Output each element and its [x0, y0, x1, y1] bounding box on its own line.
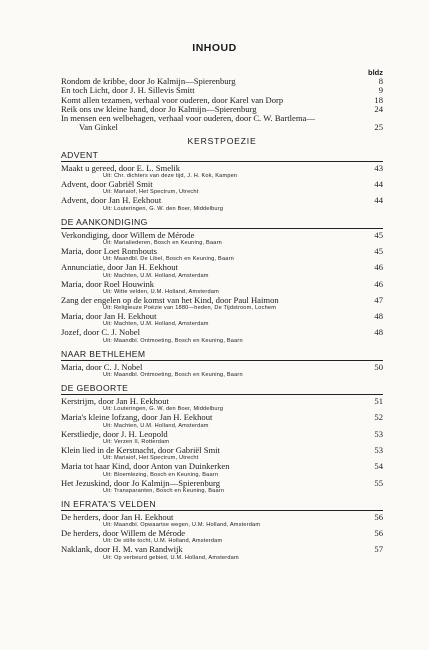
toc-entry: [61, 363, 383, 372]
entry-page: 57: [374, 544, 383, 555]
entry-source: Uit: Bloemlezing, Bosch en Keuning, Baarn: [103, 471, 219, 478]
entry-title: Kerstrijm, door Jan H. Eekhout: [61, 396, 169, 407]
entry-source: Uit: Transparanten, Bosch en Keuning, Baarn: [103, 487, 225, 494]
entry-source: Uit: Machten, U.M. Holland, Amsterdam: [103, 272, 209, 279]
entry-page: 55: [374, 477, 383, 488]
toc-entry: [61, 397, 383, 406]
entry-page: 8: [378, 76, 383, 86]
entry-title: Verkondiging, door Willem de Mérode: [61, 229, 195, 240]
entry-title: Rondom de kribbe, door Jo Kalmijn—Spierenburg: [61, 76, 236, 86]
entry-title: Reik ons uw kleine hand, door Jo Kalmijn—Spierenburg: [61, 103, 257, 114]
entry-title: En toch Licht, door J. H. Sillevis Smitt: [61, 85, 195, 96]
entry-source: Uit: Op verbeurd gebied, U.M. Holland, Amsterdam: [103, 554, 239, 561]
entry-page: 9: [378, 85, 383, 96]
entry-source: Uit: Maandbl. De Libel, Bosch en Keuning, Baarn: [103, 256, 234, 263]
entry-page: 51: [374, 396, 383, 407]
entry-page: 43: [374, 162, 383, 173]
entry-source: Uit: Mariaiof, Het Spectrum, Utrecht: [103, 189, 199, 196]
entry-source: Uit: Mariaiof, Het Spectrum, Utrecht: [103, 455, 199, 462]
entry-page: 54: [374, 461, 383, 472]
page-title: INHOUD: [192, 42, 237, 54]
entry-source: Uit: De stille tocht, U.M. Holland, Amsterdam: [103, 538, 223, 545]
entry-page: 44: [374, 195, 383, 206]
entry-source: Uit: Witte velden, U.M. Holland, Amsterdam: [103, 288, 219, 295]
section-header: DE GEBOORTE: [61, 383, 383, 395]
entry-title: Annunciatie, door Jan H. Eekhout: [61, 262, 178, 273]
entry-title: Advent, door Jan H. Eekhout: [61, 195, 162, 206]
poetry-sections: [61, 150, 383, 562]
toc-entry: [61, 231, 383, 240]
entry-page: 56: [374, 528, 383, 539]
entry-source: Uit: Machten, U.M. Holland, Amsterdam: [103, 321, 209, 328]
toc-entry: [61, 164, 383, 173]
entry-title: Maria's kleine lofzang, door Jan H. Eekhout: [61, 412, 213, 423]
entry-title: Klein lied in de Kerstnacht, door Gabriël Smit: [61, 444, 220, 455]
entry-title: De herders, door Willem de Mérode: [61, 528, 186, 539]
toc-entry: [61, 430, 383, 439]
entry-page: 50: [374, 361, 383, 372]
entry-page: 46: [374, 278, 383, 289]
entry-title: Komt allen tezamen, verhaal voor ouderen, door Karel van Dorp: [61, 94, 284, 105]
entry-title: In mensen een welbehagen, verhaal voor ouderen, door C. W. Bartlema—: [61, 113, 315, 124]
toc-entry: [61, 296, 383, 305]
toc-entry: [61, 479, 383, 488]
section-header: DE AANKONDIGING: [61, 217, 383, 229]
entry-source: Uit: Maandbl. Ontmoeting, Bosch en Keuning, Baarn: [103, 372, 243, 379]
entry-page: 52: [374, 412, 383, 423]
entry-page: 44: [374, 179, 383, 190]
entry-page: 48: [374, 327, 383, 338]
entry-title: Zang der engelen op de komst van het Kind, door Paul Haimon: [61, 294, 279, 305]
entry-page: 24: [374, 103, 383, 114]
entry-title: Maakt u gereed, door E. L. Smelik: [61, 162, 181, 173]
toc-entry: [61, 328, 383, 337]
entry-source: Uit: Marialiederen, Bosch en Keuning, Baarn: [103, 239, 222, 246]
entry-source: Uit: Maandbl. Ontmoeting, Bosch en Keuning, Baarn: [103, 337, 243, 344]
entry-title: Maria, door Roel Houwink: [61, 278, 155, 289]
entry-title: Het Jezuskind, door Jo Kalmijn—Spierenburg: [61, 477, 221, 488]
entry-title: Jozef, door C. J. Nobel: [61, 327, 141, 338]
toc-entry: [61, 462, 383, 471]
entry-title: Advent, door Gabriël Smit: [61, 179, 153, 190]
entry-page: 18: [374, 94, 383, 105]
entry-page: 45: [374, 229, 383, 240]
section-header: ADVENT: [61, 150, 383, 162]
intro-entries: [61, 77, 383, 133]
toc-entry: [61, 529, 383, 538]
toc-entry: [61, 312, 383, 321]
toc-entry: [61, 263, 383, 272]
intro-entry: [61, 123, 383, 132]
toc-entry: [61, 280, 383, 289]
entry-page: 56: [374, 511, 383, 522]
entry-title: Kerstliedje, door J. H. Leopold: [61, 428, 168, 439]
entry-page: 45: [374, 245, 383, 256]
entry-source: Uit: Machten, U.M. Holland, Amsterdam: [103, 422, 209, 429]
toc-entry: [61, 545, 383, 554]
entry-title: Naklank, door H. M. van Randwijk: [61, 544, 183, 555]
entry-page: 46: [374, 262, 383, 273]
section-header: NAAR BETHLEHEM: [61, 349, 383, 361]
section-header: IN EFRATA'S VELDEN: [61, 499, 383, 511]
entry-page: 47: [374, 294, 383, 305]
entry-title: De herders, door Jan H. Eekhout: [61, 511, 174, 522]
toc-entry: [61, 180, 383, 189]
entry-title: Maria, door Loet Rombouts: [61, 245, 157, 256]
entry-source: Uit: Verzen II, Rotterdam: [103, 438, 170, 445]
entry-page: 25: [374, 122, 383, 133]
table-of-contents: [61, 68, 383, 562]
entry-source: Uit: Chr. dichters van deze tijd, J. H. Kok, Kampen: [103, 173, 238, 180]
entry-title: Maria, door C. J. Nobel: [61, 361, 143, 372]
toc-entry: [61, 196, 383, 205]
entry-title: Maria, door Jan H. Eekhout: [61, 311, 157, 322]
toc-entry: [61, 513, 383, 522]
entry-source: Uit: Maandbl. Opwaartse wegen, U.M. Holland, Amsterdam: [103, 522, 261, 529]
entry-title: Maria tot haar Kind, door Anton van Duinkerken: [61, 461, 230, 472]
entry-source: Uit: Louteringen, G. W. den Boer, Middelburg: [103, 205, 224, 212]
entry-page: 53: [374, 428, 383, 439]
entry-source: Uit: Religieuze Poëzie van 1880—heden, De Tijdstroom, Lochem: [103, 305, 277, 312]
toc-entry: [61, 446, 383, 455]
toc-entry: [61, 247, 383, 256]
entry-page: 53: [374, 444, 383, 455]
entry-page: 48: [374, 311, 383, 322]
entry-title: Van Ginkel: [79, 122, 118, 133]
kerstpoezie-heading: KERSTPOEZIE: [187, 135, 257, 146]
toc-entry: [61, 413, 383, 422]
page-column-label: bldz: [368, 68, 383, 77]
entry-source: Uit: Louteringen, G. W. den Boer, Middelburg: [103, 406, 224, 413]
